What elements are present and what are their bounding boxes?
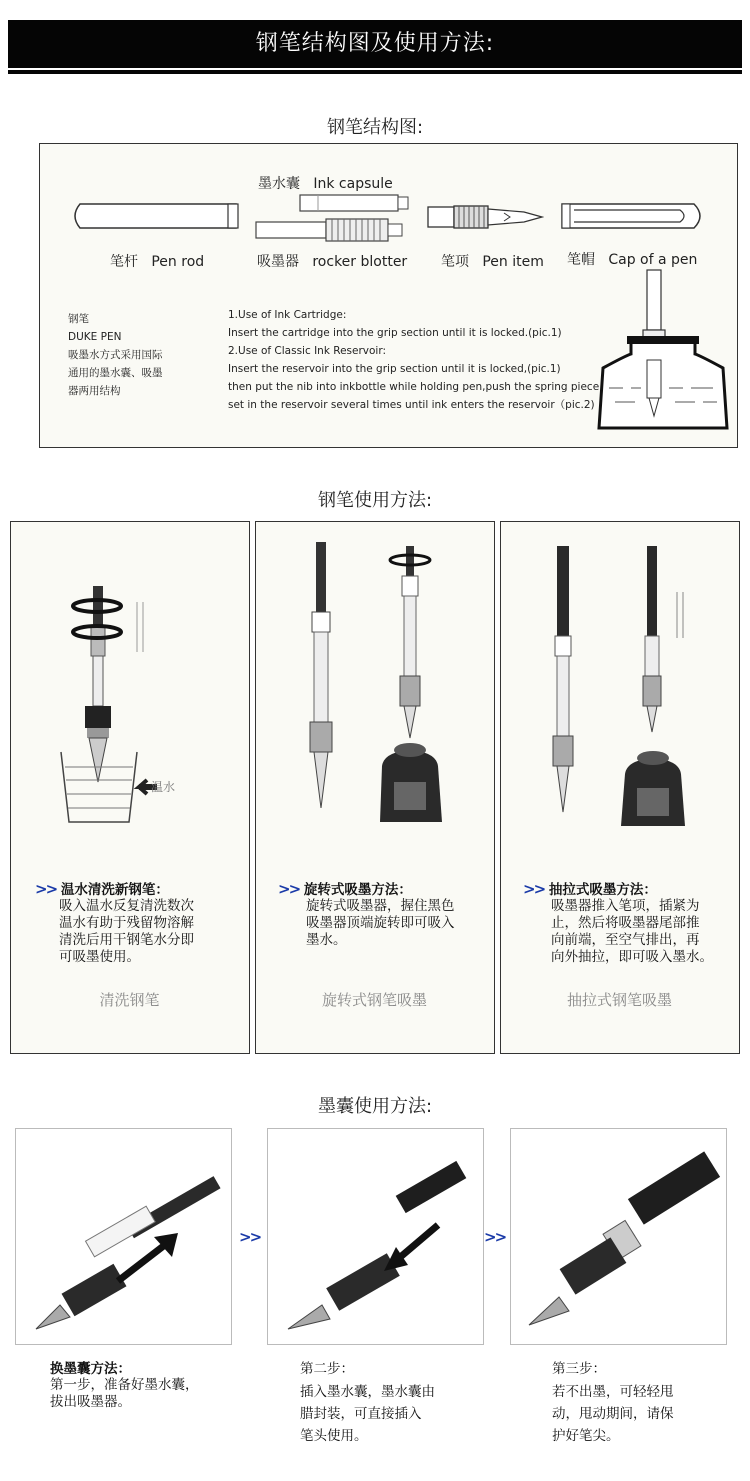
usage-line: 止，然后将吸墨器尾部推 <box>551 915 700 931</box>
part-cn: 吸墨器 <box>257 254 299 270</box>
instruction-line: 2.Use of Classic Ink Reservoir: <box>228 345 387 357</box>
page-header: 钢笔结构图及使用方法: <box>8 20 742 68</box>
capsule-step-line: 若不出墨，可轻轻甩 <box>552 1384 674 1400</box>
pen-cap-illustration <box>560 200 708 232</box>
wash-pen-illustration <box>57 582 207 832</box>
structure-panel <box>39 143 738 448</box>
usage-caption-3: 抽拉式钢笔吸墨 <box>566 991 672 1009</box>
capsule-step-title: 第二步： <box>300 1361 354 1377</box>
instruction-line: then put the nib into inkbottle while holding pen,push the spring piece <box>228 381 600 393</box>
ink-capsule-illustration <box>298 192 410 214</box>
insert-capsule-illustration <box>268 1129 483 1344</box>
usage-line: 吸入温水反复清洗数次 <box>59 898 194 914</box>
shake-pen-illustration <box>511 1129 726 1344</box>
capsule-label-cn: 墨水囊 <box>258 176 300 192</box>
usage-panel-wash <box>10 521 250 1054</box>
part-cn: 笔帽 <box>567 252 595 268</box>
note-line: 通用的墨水囊、吸墨 <box>68 367 163 379</box>
capsule-label <box>258 173 393 193</box>
part-cn: 笔杆 <box>110 254 138 270</box>
capsule-step-title: 第三步： <box>552 1361 606 1377</box>
usage-panel-title: 旋转式吸墨方法： <box>303 882 412 898</box>
instruction-line: Insert the cartridge into the grip section until it is locked.(pic.1) <box>228 327 562 339</box>
ink-bottle-diagram <box>595 268 731 438</box>
usage-line: 墨水。 <box>306 932 347 948</box>
structure-title: 钢笔结构图: <box>326 117 424 138</box>
capsule-step-3-image <box>510 1128 727 1345</box>
usage-line: 吸墨器推入笔项，插紧为 <box>551 898 700 914</box>
capsule-step-title: 换墨囊方法： <box>50 1361 131 1377</box>
capsule-step-line: 插入墨水囊，墨水囊由 <box>300 1384 435 1400</box>
capsule-step-3-text <box>552 1357 674 1447</box>
capsule-step-line: 第一步，准备好墨水囊， <box>50 1377 199 1393</box>
usage-panel-title: 温水清洗新钢笔： <box>60 882 169 898</box>
capsule-step-line: 笔头使用。 <box>300 1428 368 1444</box>
capsule-step-1-text <box>50 1357 199 1411</box>
usage-line: 向外抽拉，即可吸入墨水。 <box>551 949 713 965</box>
usage-caption-1: 清洗钢笔 <box>99 991 160 1009</box>
instruction-line: Insert the reservoir into the grip section until it is locked,(pic.1) <box>228 363 561 375</box>
capsule-step-line: 护好笔尖。 <box>552 1428 620 1444</box>
chevron-icon: >> <box>523 880 545 898</box>
capsule-step-line: 拔出吸墨器。 <box>50 1394 131 1410</box>
part-cn: 笔项 <box>441 254 469 270</box>
instruction-line: set in the reservoir several times until ink enters the reservoir（pic.2) <box>228 399 595 411</box>
pen-rod-illustration <box>68 202 244 230</box>
usage-caption-2: 旋转式钢笔吸墨 <box>321 991 427 1009</box>
usage-panel-title: 抽拉式吸墨方法： <box>548 882 657 898</box>
usage-panel-rotary <box>255 521 495 1054</box>
usage-text-2 <box>278 878 455 949</box>
usage-line: 向前端，至空气排出，再 <box>551 932 700 948</box>
capsule-label-en: Ink capsule <box>313 176 393 192</box>
note-line: 钢笔 <box>68 313 89 325</box>
remove-blotter-illustration <box>16 1129 231 1344</box>
chevron-icon: >> <box>239 1228 261 1246</box>
instructions <box>228 306 599 414</box>
part-en: Cap of a pen <box>608 252 698 268</box>
capsule-step-line: 腊封装，可直接插入 <box>300 1406 422 1422</box>
part-en: Pen rod <box>151 254 205 270</box>
capsule-step-1-image <box>15 1128 232 1345</box>
warm-water-label: 温水 <box>151 780 176 794</box>
chevron-icon: >> <box>278 880 300 898</box>
rocker-blotter-illustration <box>254 216 414 246</box>
usage-line: 旋转式吸墨器，握住黑色 <box>306 898 455 914</box>
instruction-line: 1.Use of Ink Cartridge: <box>228 309 347 321</box>
left-notes <box>68 310 163 400</box>
usage-text-1 <box>35 878 194 966</box>
rotary-fill-illustration <box>296 538 466 838</box>
capsule-step-line: 动，甩动期间，请保 <box>552 1406 674 1422</box>
piston-fill-illustration <box>545 542 705 842</box>
header-divider <box>8 70 742 74</box>
capsule-step-2-image <box>267 1128 484 1345</box>
part-label-pen-rod <box>110 251 204 271</box>
usage-line: 清洗后用干钢笔水分即 <box>59 932 194 948</box>
note-line: 吸墨水方式采用国际 <box>68 349 163 361</box>
usage-title: 钢笔使用方法: <box>317 490 433 511</box>
part-label-cap <box>567 249 697 269</box>
note-line: DUKE PEN <box>68 331 122 343</box>
part-en: Pen item <box>482 254 544 270</box>
usage-panel-piston <box>500 521 740 1054</box>
note-line: 器两用结构 <box>68 385 121 397</box>
part-label-blotter <box>257 251 407 271</box>
pen-item-illustration <box>426 204 544 230</box>
usage-line: 可吸墨使用。 <box>59 949 140 965</box>
usage-text-3 <box>523 878 713 966</box>
part-label-pen-item <box>441 251 544 271</box>
part-en: rocker blotter <box>312 254 408 270</box>
capsule-title: 墨囊使用方法: <box>317 1096 433 1117</box>
usage-line: 温水有助于残留物溶解 <box>59 915 194 931</box>
chevron-icon: >> <box>35 880 57 898</box>
chevron-icon: >> <box>484 1228 506 1246</box>
usage-line: 吸墨器顶端旋转即可吸入 <box>306 915 455 931</box>
capsule-step-2-text <box>300 1357 435 1447</box>
